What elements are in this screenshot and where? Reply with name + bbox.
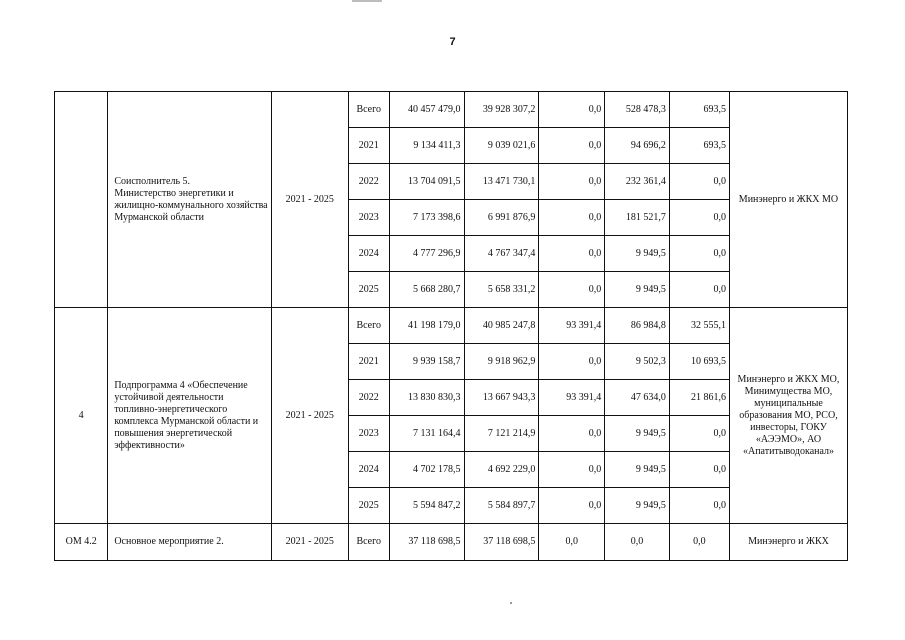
local-cell: 9 502,3 <box>605 344 670 380</box>
year-cell: 2021 <box>348 128 389 164</box>
extra-cell: 0,0 <box>669 200 729 236</box>
local-cell: 232 361,4 <box>605 164 670 200</box>
federal-cell: 40 985 247,8 <box>464 308 539 344</box>
federal-cell: 39 928 307,2 <box>464 92 539 128</box>
extra-cell: 0,0 <box>669 236 729 272</box>
local-cell: 528 478,3 <box>605 92 670 128</box>
local-cell: 9 949,5 <box>605 236 670 272</box>
year-cell: 2022 <box>348 380 389 416</box>
period-cell: 2021 - 2025 <box>271 92 348 308</box>
regional-cell: 0,0 <box>539 92 605 128</box>
extra-cell: 10 693,5 <box>669 344 729 380</box>
row-id-cell: 4 <box>55 308 108 524</box>
extra-cell: 21 861,6 <box>669 380 729 416</box>
regional-cell: 93 391,4 <box>539 308 605 344</box>
extra-cell: 0,0 <box>669 416 729 452</box>
budget-table <box>54 91 848 561</box>
regional-cell: 0,0 <box>539 344 605 380</box>
local-cell: 86 984,8 <box>605 308 670 344</box>
total-cell: 5 594 847,2 <box>389 488 464 524</box>
local-cell: 9 949,5 <box>605 452 670 488</box>
total-cell: 7 131 164,4 <box>389 416 464 452</box>
page-number: 7 <box>449 36 456 48</box>
local-cell: 9 949,5 <box>605 272 670 308</box>
regional-cell: 0,0 <box>539 488 605 524</box>
regional-cell: 0,0 <box>539 416 605 452</box>
scan-dot <box>510 602 512 604</box>
row-name-cell: Основное мероприятие 2. <box>108 524 271 561</box>
executor-cell: Минэнерго и ЖКХ <box>729 524 847 561</box>
executor-cell: Минэнерго и ЖКХ МО <box>729 92 847 308</box>
year-cell: 2024 <box>348 452 389 488</box>
row-name-cell: Соисполнитель 5. Министерство энергетики и жилищно-коммунального хозяйства Мурманской области <box>108 92 271 308</box>
executor-cell: Минэнерго и ЖКХ МО, Минимущества МО, муниципальные образования МО, РСО, инвесторы, ГОКУ «АЭЭМО», АО «Апатитыводоканал» <box>729 308 847 524</box>
total-cell: 4 702 178,5 <box>389 452 464 488</box>
row-id-cell <box>55 92 108 308</box>
year-cell: Всего <box>348 524 389 561</box>
local-cell: 9 949,5 <box>605 416 670 452</box>
federal-cell: 7 121 214,9 <box>464 416 539 452</box>
row-id-cell: ОМ 4.2 <box>55 524 108 561</box>
regional-cell: 0,0 <box>539 236 605 272</box>
total-cell: 41 198 179,0 <box>389 308 464 344</box>
regional-cell: 0,0 <box>539 164 605 200</box>
federal-cell: 13 667 943,3 <box>464 380 539 416</box>
year-cell: Всего <box>348 92 389 128</box>
federal-cell: 6 991 876,9 <box>464 200 539 236</box>
federal-cell: 37 118 698,5 <box>464 524 539 561</box>
local-cell: 94 696,2 <box>605 128 670 164</box>
period-cell: 2021 - 2025 <box>271 524 348 561</box>
row-name-cell: Подпрограмма 4 «Обеспечение устойчивой деятельности топливно-энергетического комплекса Мурманской области и повышения энергетической эффективности» <box>108 308 271 524</box>
total-cell: 13 830 830,3 <box>389 380 464 416</box>
total-cell: 13 704 091,5 <box>389 164 464 200</box>
regional-cell: 0,0 <box>539 272 605 308</box>
scan-mark <box>352 0 382 2</box>
total-cell: 9 134 411,3 <box>389 128 464 164</box>
total-cell: 9 939 158,7 <box>389 344 464 380</box>
federal-cell: 5 584 897,7 <box>464 488 539 524</box>
year-cell: 2025 <box>348 488 389 524</box>
extra-cell: 693,5 <box>669 92 729 128</box>
extra-cell: 0,0 <box>669 452 729 488</box>
extra-cell: 0,0 <box>669 488 729 524</box>
total-cell: 5 668 280,7 <box>389 272 464 308</box>
total-cell: 7 173 398,6 <box>389 200 464 236</box>
regional-cell: 0,0 <box>539 128 605 164</box>
regional-cell: 0,0 <box>539 200 605 236</box>
year-cell: 2023 <box>348 200 389 236</box>
local-cell: 181 521,7 <box>605 200 670 236</box>
year-cell: 2022 <box>348 164 389 200</box>
extra-cell: 0,0 <box>669 272 729 308</box>
extra-cell: 693,5 <box>669 128 729 164</box>
extra-cell: 32 555,1 <box>669 308 729 344</box>
year-cell: 2025 <box>348 272 389 308</box>
federal-cell: 9 918 962,9 <box>464 344 539 380</box>
federal-cell: 5 658 331,2 <box>464 272 539 308</box>
regional-cell: 93 391,4 <box>539 380 605 416</box>
total-cell: 4 777 296,9 <box>389 236 464 272</box>
year-cell: 2021 <box>348 344 389 380</box>
period-cell: 2021 - 2025 <box>271 308 348 524</box>
regional-cell: 0,0 <box>539 452 605 488</box>
local-cell: 9 949,5 <box>605 488 670 524</box>
table-body <box>55 92 848 561</box>
table-row <box>55 308 848 344</box>
federal-cell: 13 471 730,1 <box>464 164 539 200</box>
federal-cell: 4 692 229,0 <box>464 452 539 488</box>
year-cell: 2023 <box>348 416 389 452</box>
year-cell: Всего <box>348 308 389 344</box>
local-cell: 0,0 <box>605 524 670 561</box>
table-row <box>55 92 848 128</box>
extra-cell: 0,0 <box>669 524 729 561</box>
table-row <box>55 524 848 561</box>
local-cell: 47 634,0 <box>605 380 670 416</box>
year-cell: 2024 <box>348 236 389 272</box>
total-cell: 40 457 479,0 <box>389 92 464 128</box>
federal-cell: 4 767 347,4 <box>464 236 539 272</box>
federal-cell: 9 039 021,6 <box>464 128 539 164</box>
regional-cell: 0,0 <box>539 524 605 561</box>
total-cell: 37 118 698,5 <box>389 524 464 561</box>
extra-cell: 0,0 <box>669 164 729 200</box>
